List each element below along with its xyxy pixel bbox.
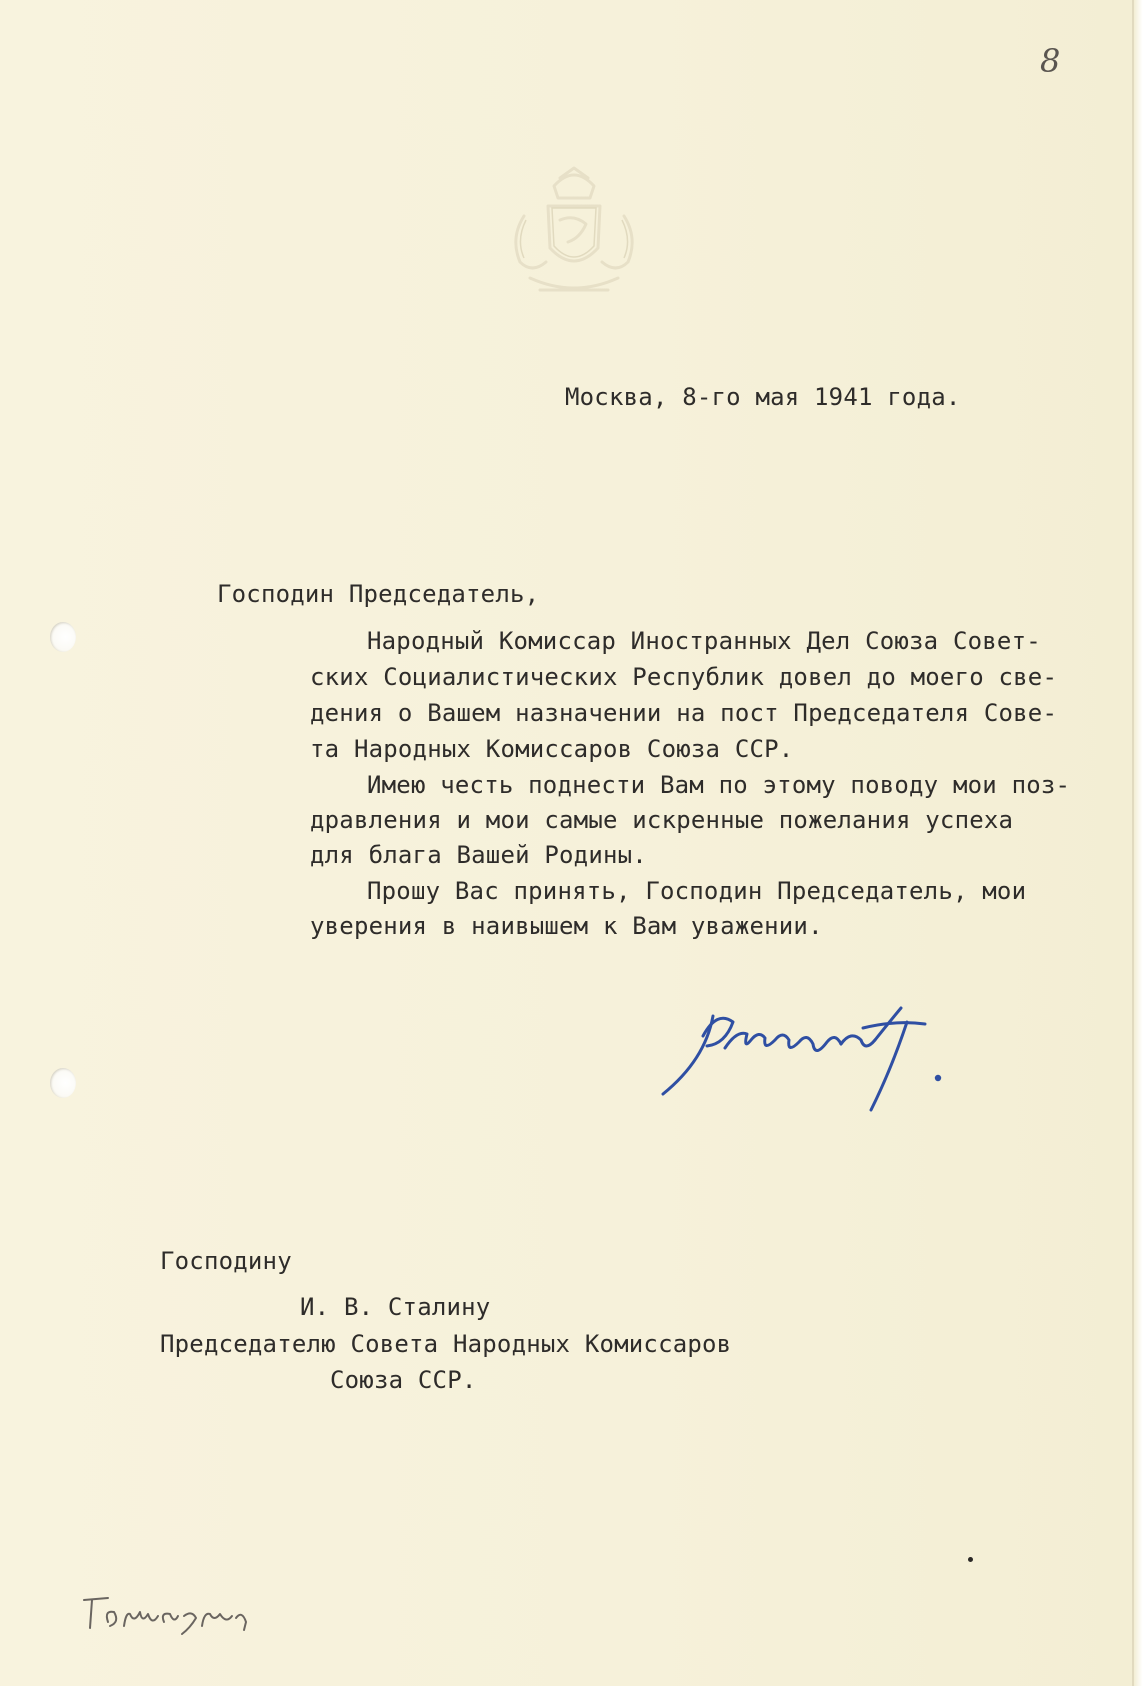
body-line: уверения в наивышем к Вам уважении. [310,912,823,940]
embossed-coat-of-arms-icon [490,158,658,314]
body-line: дравления и мои самые искренные пожелания успеха [310,806,1014,834]
body-line: Народный Комиссар Иностранных Дел Союза Совет- [367,627,1041,655]
body-line: Имею честь поднести Вам по этому поводу мои поз- [367,771,1071,799]
body-line: та Народных Комиссаров Союза ССР. [310,735,794,763]
body-line: дения о Вашем назначении на пост Председателя Сове- [310,699,1058,727]
addressee-position: Председателю Совета Народных Комиссаров [160,1330,732,1358]
addressee-organization: Союза ССР. [330,1366,477,1394]
scan-border [1134,0,1146,1686]
date-line: Москва, 8-го мая 1941 года. [565,383,961,411]
ink-mark [968,1557,973,1562]
body-line: Прошу Вас принять, Господин Председатель, мои [367,877,1027,905]
addressee-title: Господину [160,1247,292,1275]
pencil-margin-note [78,1588,258,1638]
punch-hole [50,622,76,652]
handwritten-signature [655,1000,995,1120]
archive-page-number: 8 [1040,42,1061,80]
body-line: ских Социалистических Республик довел до моего све- [310,663,1058,691]
addressee-name: И. В. Сталину [300,1293,491,1321]
punch-hole [50,1068,76,1098]
body-line: для блага Вашей Родины. [310,841,647,869]
salutation: Господин Председатель, [217,580,540,608]
